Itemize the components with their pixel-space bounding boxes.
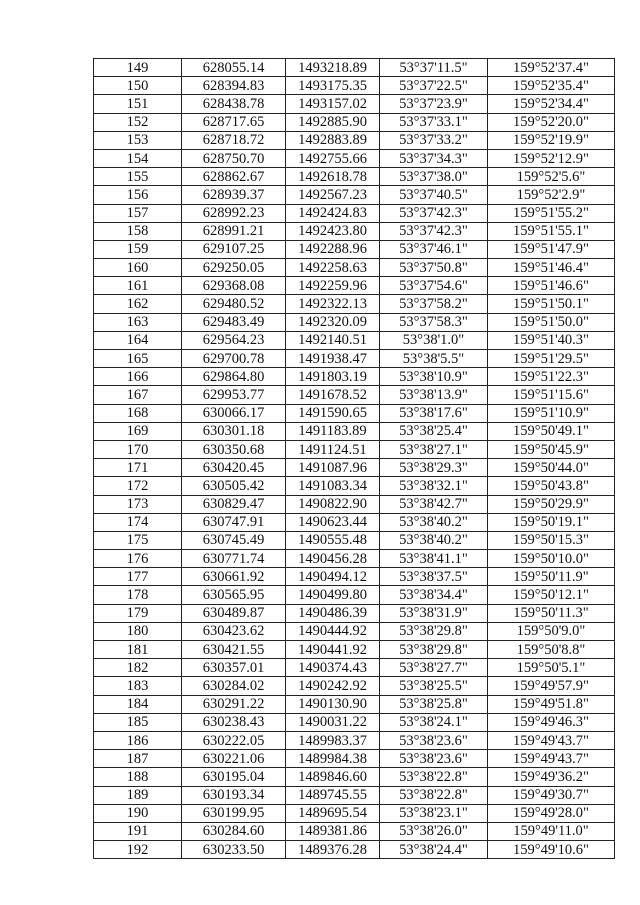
table-row	[94, 404, 615, 422]
longitude-cell: 159°51'29.5"	[488, 350, 615, 368]
x-coordinate-cell: 629368.08	[182, 277, 286, 295]
longitude-cell: 159°51'55.2"	[488, 204, 615, 222]
x-coordinate-cell: 629107.25	[182, 240, 286, 258]
latitude-cell: 53°38'23.6"	[380, 731, 488, 749]
x-coordinate-cell: 630505.42	[182, 477, 286, 495]
point-number-cell: 175	[94, 531, 182, 549]
point-number-cell: 184	[94, 695, 182, 713]
table-row	[94, 804, 615, 822]
x-coordinate-cell: 630661.92	[182, 568, 286, 586]
latitude-cell: 53°38'22.8"	[380, 768, 488, 786]
point-number-cell: 163	[94, 313, 182, 331]
longitude-cell: 159°50'15.3"	[488, 531, 615, 549]
point-number-cell: 178	[94, 586, 182, 604]
table-row	[94, 295, 615, 313]
longitude-cell: 159°49'43.7"	[488, 731, 615, 749]
longitude-cell: 159°50'8.8"	[488, 641, 615, 659]
y-coordinate-cell: 1493218.89	[286, 59, 380, 77]
point-number-cell: 159	[94, 240, 182, 258]
x-coordinate-cell: 628394.83	[182, 77, 286, 95]
longitude-cell: 159°49'43.7"	[488, 750, 615, 768]
point-number-cell: 172	[94, 477, 182, 495]
table-row	[94, 550, 615, 568]
x-coordinate-cell: 630284.02	[182, 677, 286, 695]
y-coordinate-cell: 1490242.92	[286, 677, 380, 695]
latitude-cell: 53°37'42.3"	[380, 204, 488, 222]
point-number-cell: 156	[94, 186, 182, 204]
x-coordinate-cell: 628992.23	[182, 204, 286, 222]
latitude-cell: 53°37'11.5"	[380, 59, 488, 77]
y-coordinate-cell: 1491087.96	[286, 459, 380, 477]
point-number-cell: 155	[94, 168, 182, 186]
y-coordinate-cell: 1492288.96	[286, 240, 380, 258]
table-row	[94, 168, 615, 186]
latitude-cell: 53°38'29.8"	[380, 641, 488, 659]
x-coordinate-cell: 628939.37	[182, 186, 286, 204]
latitude-cell: 53°38'17.6"	[380, 404, 488, 422]
x-coordinate-cell: 628717.65	[182, 113, 286, 131]
table-row	[94, 750, 615, 768]
latitude-cell: 53°37'58.2"	[380, 295, 488, 313]
table-row	[94, 568, 615, 586]
latitude-cell: 53°38'23.1"	[380, 804, 488, 822]
table-row	[94, 531, 615, 549]
y-coordinate-cell: 1490555.48	[286, 531, 380, 549]
point-number-cell: 165	[94, 350, 182, 368]
x-coordinate-cell: 629564.23	[182, 331, 286, 349]
x-coordinate-cell: 630420.45	[182, 459, 286, 477]
longitude-cell: 159°49'30.7"	[488, 786, 615, 804]
x-coordinate-cell: 629700.78	[182, 350, 286, 368]
latitude-cell: 53°37'46.1"	[380, 240, 488, 258]
longitude-cell: 159°52'34.4"	[488, 95, 615, 113]
latitude-cell: 53°38'29.3"	[380, 459, 488, 477]
y-coordinate-cell: 1491803.19	[286, 368, 380, 386]
longitude-cell: 159°50'9.0"	[488, 622, 615, 640]
latitude-cell: 53°37'33.2"	[380, 131, 488, 149]
table-row	[94, 477, 615, 495]
latitude-cell: 53°38'23.6"	[380, 750, 488, 768]
latitude-cell: 53°38'27.7"	[380, 659, 488, 677]
y-coordinate-cell: 1490441.92	[286, 641, 380, 659]
point-number-cell: 157	[94, 204, 182, 222]
table-row	[94, 386, 615, 404]
table-row	[94, 277, 615, 295]
latitude-cell: 53°38'5.5"	[380, 350, 488, 368]
table-row	[94, 422, 615, 440]
y-coordinate-cell: 1489846.60	[286, 768, 380, 786]
table-row	[94, 641, 615, 659]
y-coordinate-cell: 1493175.35	[286, 77, 380, 95]
y-coordinate-cell: 1490374.43	[286, 659, 380, 677]
longitude-cell: 159°52'37.4"	[488, 59, 615, 77]
table-row	[94, 513, 615, 531]
point-number-cell: 190	[94, 804, 182, 822]
point-number-cell: 186	[94, 731, 182, 749]
y-coordinate-cell: 1490444.92	[286, 622, 380, 640]
point-number-cell: 153	[94, 131, 182, 149]
x-coordinate-cell: 630423.62	[182, 622, 286, 640]
table-row	[94, 495, 615, 513]
longitude-cell: 159°52'2.9"	[488, 186, 615, 204]
longitude-cell: 159°52'35.4"	[488, 77, 615, 95]
point-number-cell: 192	[94, 841, 182, 859]
point-number-cell: 173	[94, 495, 182, 513]
y-coordinate-cell: 1493157.02	[286, 95, 380, 113]
y-coordinate-cell: 1492567.23	[286, 186, 380, 204]
latitude-cell: 53°38'29.8"	[380, 622, 488, 640]
latitude-cell: 53°38'24.1"	[380, 713, 488, 731]
latitude-cell: 53°38'34.4"	[380, 586, 488, 604]
y-coordinate-cell: 1490494.12	[286, 568, 380, 586]
point-number-cell: 187	[94, 750, 182, 768]
longitude-cell: 159°51'47.9"	[488, 240, 615, 258]
latitude-cell: 53°38'27.1"	[380, 440, 488, 458]
longitude-cell: 159°50'44.0"	[488, 459, 615, 477]
point-number-cell: 161	[94, 277, 182, 295]
x-coordinate-cell: 628055.14	[182, 59, 286, 77]
y-coordinate-cell: 1489695.54	[286, 804, 380, 822]
table-row	[94, 695, 615, 713]
table-row	[94, 331, 615, 349]
point-number-cell: 166	[94, 368, 182, 386]
point-number-cell: 158	[94, 222, 182, 240]
x-coordinate-cell: 630195.04	[182, 768, 286, 786]
latitude-cell: 53°37'40.5"	[380, 186, 488, 204]
y-coordinate-cell: 1489381.86	[286, 822, 380, 840]
latitude-cell: 53°38'1.0"	[380, 331, 488, 349]
table-row	[94, 59, 615, 77]
latitude-cell: 53°37'58.3"	[380, 313, 488, 331]
longitude-cell: 159°49'46.3"	[488, 713, 615, 731]
latitude-cell: 53°37'50.8"	[380, 259, 488, 277]
x-coordinate-cell: 630747.91	[182, 513, 286, 531]
point-number-cell: 189	[94, 786, 182, 804]
table-row	[94, 186, 615, 204]
latitude-cell: 53°38'40.2"	[380, 513, 488, 531]
x-coordinate-cell: 630066.17	[182, 404, 286, 422]
point-number-cell: 177	[94, 568, 182, 586]
latitude-cell: 53°38'10.9"	[380, 368, 488, 386]
longitude-cell: 159°52'19.9"	[488, 131, 615, 149]
latitude-cell: 53°37'22.5"	[380, 77, 488, 95]
y-coordinate-cell: 1492140.51	[286, 331, 380, 349]
table-row	[94, 440, 615, 458]
point-number-cell: 191	[94, 822, 182, 840]
point-number-cell: 169	[94, 422, 182, 440]
table-row	[94, 768, 615, 786]
longitude-cell: 159°51'50.1"	[488, 295, 615, 313]
latitude-cell: 53°37'38.0"	[380, 168, 488, 186]
x-coordinate-cell: 630829.47	[182, 495, 286, 513]
y-coordinate-cell: 1490499.80	[286, 586, 380, 604]
table-row	[94, 149, 615, 167]
y-coordinate-cell: 1490822.90	[286, 495, 380, 513]
point-number-cell: 174	[94, 513, 182, 531]
y-coordinate-cell: 1492259.96	[286, 277, 380, 295]
table-row	[94, 622, 615, 640]
longitude-cell: 159°50'49.1"	[488, 422, 615, 440]
point-number-cell: 181	[94, 641, 182, 659]
point-number-cell: 180	[94, 622, 182, 640]
longitude-cell: 159°51'10.9"	[488, 404, 615, 422]
x-coordinate-cell: 628438.78	[182, 95, 286, 113]
x-coordinate-cell: 630193.34	[182, 786, 286, 804]
latitude-cell: 53°38'22.8"	[380, 786, 488, 804]
y-coordinate-cell: 1489984.38	[286, 750, 380, 768]
y-coordinate-cell: 1491124.51	[286, 440, 380, 458]
longitude-cell: 159°49'51.8"	[488, 695, 615, 713]
latitude-cell: 53°37'33.1"	[380, 113, 488, 131]
longitude-cell: 159°50'29.9"	[488, 495, 615, 513]
table-row	[94, 222, 615, 240]
y-coordinate-cell: 1490130.90	[286, 695, 380, 713]
x-coordinate-cell: 630565.95	[182, 586, 286, 604]
y-coordinate-cell: 1492885.90	[286, 113, 380, 131]
table-row	[94, 659, 615, 677]
point-number-cell: 188	[94, 768, 182, 786]
y-coordinate-cell: 1491083.34	[286, 477, 380, 495]
point-number-cell: 164	[94, 331, 182, 349]
x-coordinate-cell: 629483.49	[182, 313, 286, 331]
x-coordinate-cell: 630489.87	[182, 604, 286, 622]
table-row	[94, 368, 615, 386]
table-row	[94, 350, 615, 368]
x-coordinate-cell: 630221.06	[182, 750, 286, 768]
x-coordinate-cell: 630238.43	[182, 713, 286, 731]
x-coordinate-cell: 630745.49	[182, 531, 286, 549]
table-row	[94, 459, 615, 477]
x-coordinate-cell: 629953.77	[182, 386, 286, 404]
latitude-cell: 53°38'25.4"	[380, 422, 488, 440]
table-row	[94, 586, 615, 604]
point-number-cell: 185	[94, 713, 182, 731]
longitude-cell: 159°49'10.6"	[488, 841, 615, 859]
y-coordinate-cell: 1492883.89	[286, 131, 380, 149]
point-number-cell: 179	[94, 604, 182, 622]
longitude-cell: 159°49'11.0"	[488, 822, 615, 840]
table-row	[94, 677, 615, 695]
y-coordinate-cell: 1492424.83	[286, 204, 380, 222]
longitude-cell: 159°52'20.0"	[488, 113, 615, 131]
x-coordinate-cell: 630284.60	[182, 822, 286, 840]
longitude-cell: 159°49'57.9"	[488, 677, 615, 695]
x-coordinate-cell: 630291.22	[182, 695, 286, 713]
longitude-cell: 159°52'12.9"	[488, 149, 615, 167]
latitude-cell: 53°37'23.9"	[380, 95, 488, 113]
table-row	[94, 786, 615, 804]
point-number-cell: 176	[94, 550, 182, 568]
point-number-cell: 149	[94, 59, 182, 77]
latitude-cell: 53°38'31.9"	[380, 604, 488, 622]
y-coordinate-cell: 1492258.63	[286, 259, 380, 277]
longitude-cell: 159°51'40.3"	[488, 331, 615, 349]
y-coordinate-cell: 1489745.55	[286, 786, 380, 804]
y-coordinate-cell: 1491678.52	[286, 386, 380, 404]
point-number-cell: 182	[94, 659, 182, 677]
coordinates-table	[93, 58, 615, 859]
longitude-cell: 159°49'28.0"	[488, 804, 615, 822]
longitude-cell: 159°51'50.0"	[488, 313, 615, 331]
x-coordinate-cell: 629250.05	[182, 259, 286, 277]
y-coordinate-cell: 1492423.80	[286, 222, 380, 240]
table-row	[94, 240, 615, 258]
y-coordinate-cell: 1492618.78	[286, 168, 380, 186]
longitude-cell: 159°50'45.9"	[488, 440, 615, 458]
latitude-cell: 53°38'37.5"	[380, 568, 488, 586]
x-coordinate-cell: 628862.67	[182, 168, 286, 186]
table-row	[94, 113, 615, 131]
longitude-cell: 159°50'19.1"	[488, 513, 615, 531]
table-row	[94, 204, 615, 222]
latitude-cell: 53°38'24.4"	[380, 841, 488, 859]
point-number-cell: 154	[94, 149, 182, 167]
x-coordinate-cell: 628991.21	[182, 222, 286, 240]
x-coordinate-cell: 630357.01	[182, 659, 286, 677]
table-row	[94, 77, 615, 95]
x-coordinate-cell: 629480.52	[182, 295, 286, 313]
table-row	[94, 822, 615, 840]
point-number-cell: 162	[94, 295, 182, 313]
table-row	[94, 131, 615, 149]
point-number-cell: 168	[94, 404, 182, 422]
longitude-cell: 159°50'43.8"	[488, 477, 615, 495]
latitude-cell: 53°38'42.7"	[380, 495, 488, 513]
longitude-cell: 159°50'12.1"	[488, 586, 615, 604]
latitude-cell: 53°37'54.6"	[380, 277, 488, 295]
coordinates-table-body	[94, 59, 615, 859]
point-number-cell: 150	[94, 77, 182, 95]
y-coordinate-cell: 1490623.44	[286, 513, 380, 531]
longitude-cell: 159°50'5.1"	[488, 659, 615, 677]
longitude-cell: 159°50'11.9"	[488, 568, 615, 586]
y-coordinate-cell: 1490031.22	[286, 713, 380, 731]
table-row	[94, 841, 615, 859]
y-coordinate-cell: 1491183.89	[286, 422, 380, 440]
x-coordinate-cell: 630771.74	[182, 550, 286, 568]
y-coordinate-cell: 1491590.65	[286, 404, 380, 422]
point-number-cell: 170	[94, 440, 182, 458]
y-coordinate-cell: 1492322.13	[286, 295, 380, 313]
latitude-cell: 53°38'25.5"	[380, 677, 488, 695]
x-coordinate-cell: 629864.80	[182, 368, 286, 386]
y-coordinate-cell: 1490486.39	[286, 604, 380, 622]
table-row	[94, 259, 615, 277]
point-number-cell: 183	[94, 677, 182, 695]
point-number-cell: 167	[94, 386, 182, 404]
latitude-cell: 53°37'34.3"	[380, 149, 488, 167]
latitude-cell: 53°38'40.2"	[380, 531, 488, 549]
y-coordinate-cell: 1489376.28	[286, 841, 380, 859]
point-number-cell: 160	[94, 259, 182, 277]
y-coordinate-cell: 1489983.37	[286, 731, 380, 749]
x-coordinate-cell: 630233.50	[182, 841, 286, 859]
longitude-cell: 159°51'22.3"	[488, 368, 615, 386]
y-coordinate-cell: 1491938.47	[286, 350, 380, 368]
table-row	[94, 95, 615, 113]
x-coordinate-cell: 630350.68	[182, 440, 286, 458]
latitude-cell: 53°38'26.0"	[380, 822, 488, 840]
table-row	[94, 731, 615, 749]
longitude-cell: 159°49'36.2"	[488, 768, 615, 786]
longitude-cell: 159°50'10.0"	[488, 550, 615, 568]
table-row	[94, 313, 615, 331]
y-coordinate-cell: 1492755.66	[286, 149, 380, 167]
x-coordinate-cell: 630222.05	[182, 731, 286, 749]
latitude-cell: 53°37'42.3"	[380, 222, 488, 240]
table-row	[94, 604, 615, 622]
point-number-cell: 152	[94, 113, 182, 131]
longitude-cell: 159°51'46.4"	[488, 259, 615, 277]
x-coordinate-cell: 630421.55	[182, 641, 286, 659]
longitude-cell: 159°51'15.6"	[488, 386, 615, 404]
y-coordinate-cell: 1490456.28	[286, 550, 380, 568]
point-number-cell: 151	[94, 95, 182, 113]
x-coordinate-cell: 630199.95	[182, 804, 286, 822]
latitude-cell: 53°38'13.9"	[380, 386, 488, 404]
longitude-cell: 159°51'46.6"	[488, 277, 615, 295]
y-coordinate-cell: 1492320.09	[286, 313, 380, 331]
longitude-cell: 159°52'5.6"	[488, 168, 615, 186]
latitude-cell: 53°38'25.8"	[380, 695, 488, 713]
longitude-cell: 159°51'55.1"	[488, 222, 615, 240]
x-coordinate-cell: 628750.70	[182, 149, 286, 167]
longitude-cell: 159°50'11.3"	[488, 604, 615, 622]
latitude-cell: 53°38'32.1"	[380, 477, 488, 495]
latitude-cell: 53°38'41.1"	[380, 550, 488, 568]
x-coordinate-cell: 628718.72	[182, 131, 286, 149]
x-coordinate-cell: 630301.18	[182, 422, 286, 440]
table-row	[94, 713, 615, 731]
point-number-cell: 171	[94, 459, 182, 477]
